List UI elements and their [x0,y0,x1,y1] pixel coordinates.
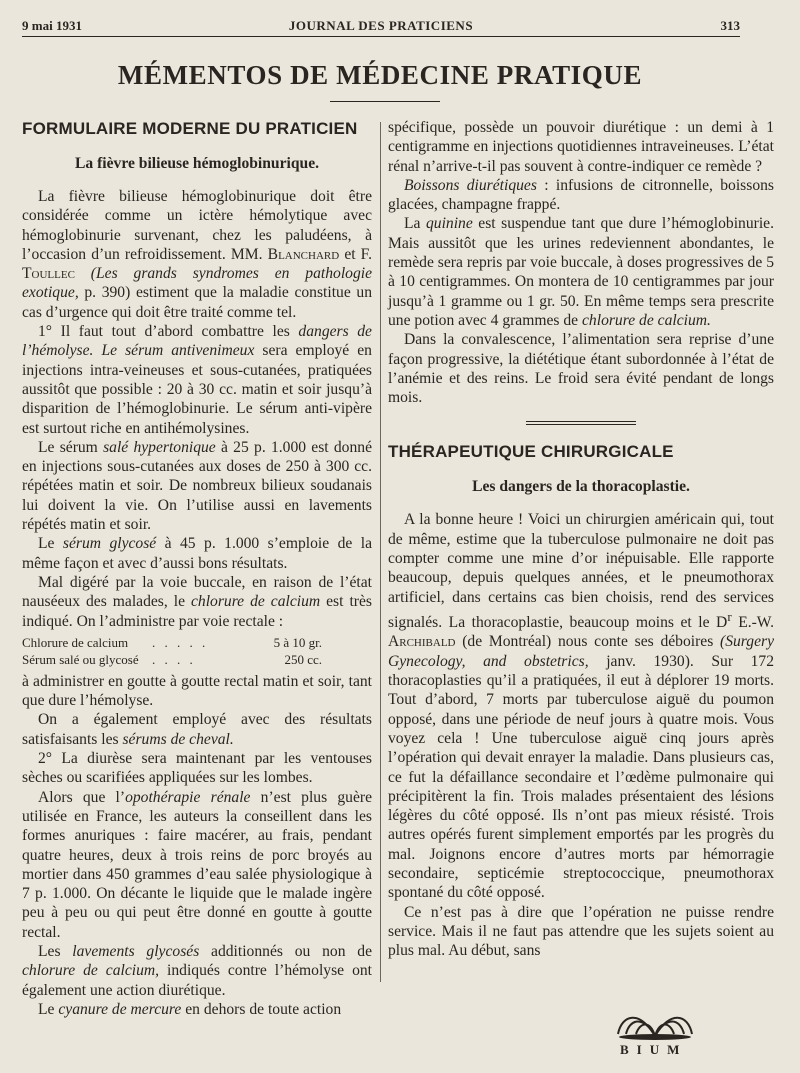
paragraph: A la bonne heure ! Voici un chirurgien américain qui, tout de même, estime que la tuberculose pulmonaire ne doit pas compter comme une mine d’or inépuisable. Elle rapporte beaucoup, depuis quelques années, et le pneumothorax artificiel, dans certains cas bien choisis, rend des services signalés. La thoracoplastie, beaucoup moins et le $D^r$ E.-W. Archibald (de Montréal) nous conte ses déboires (Surgery Gynecology, and obstetrics, janv. 1930). Sur 172 thoracoplasties qu’il a pratiquées, il eut à déplorer 19 morts. Tout d’abord, 7 morts par tuberculose aiguë du poumon opposé, dans une période de neuf jours à quatre mois. Vous voyez cela ! Une tuberculose aiguë cinq jours après l’opération qui devait enrayer la maladie. Dans plusieurs cas, ce fut la défaillance secondaire et l’œdème pulmonaire qui précipitèrent la fin. Trois malades présentaient des lésions légères du côté opposé. Ils n’ont pas mieux résisté. Trois autres opérés furent simplement emportés par les progrès du mal. Joignons encore d’autres morts par hémorragie secondaire, septicémie streptococcique, pneumothorax spontané du côté opposé. [388,511,774,902]
header-date: 9 mai 1931 [22,18,82,33]
paragraph: Les lavements glycosés additionnés ou non de chlorure de calcium, indiqués contre l’hémolyse ont également une action diurétique. [22,942,372,999]
page-number: 313 [720,18,740,33]
paragraph: Le sérum salé hypertonique à 25 p. 1.000 est donné en injections sous-cutanées aux doses de 250 à 300 cc. répétées matin et soir. De nombreux bilieux soudanais lui doivent la vie. On l’utilise aussi en lavements répétés matin et soir. [22,438,372,534]
paragraph: Alors que l’opothérapie rénale n’est plus guère utilisée en France, les auteurs la conseillent dans les formes anuriques : faire macérer, au frais, pendant quatre heures, deux à trois reins de porc broyés au mortier dans 450 grammes d’eau salée physiologique à 7 p. 1.000. On décante le liquide que le malade ingère peu à peu ou qui peut être donné en goutte à goutte rectal. [22,788,372,941]
author-name: E.-W. Archibald [388,614,774,651]
title-divider [330,101,440,102]
paragraph: à administrer en goutte à goutte rectal matin et soir, tant que dure l’hémolyse. [22,672,372,710]
journal-name: JOURNAL DES PRATICIENS [288,18,474,33]
paragraph: 2° La diurèse sera maintenant par les ventouses sèches ou scarifiées appliquées sur les lombes. [22,750,372,787]
page-title: MÉMENTOS DE MÉDECINE PRATIQUE [117,60,643,90]
prescription-row: Sérum salé ou glycosé . . . . 250 cc. [22,651,322,667]
left-column [22,118,373,1018]
paragraph: Dans la convalescence, l’alimentation sera reprise d’une façon progressive, la diététique étant subordonnée à l’état de l’anémie et des reins. Le froid sera évité pendant de longs mois. [388,331,774,407]
paragraph: spécifique, possède un pouvoir diurétique : un demi à 1 centigramme en injections quotidiennes intraveineuses. L’état rénal n’arrive-t-il pas souvent à contre-indiquer ce remède ? [388,119,774,175]
column-divider [380,122,381,982]
book-title: (Les grands syndromes en pathologie exotique, [22,265,372,302]
paragraph: On a également employé avec des résultats satisfaisants les sérums de cheval. [22,711,372,748]
paragraph: Mal digéré par la voie buccale, en raison de l’état nauséeux des malades, le chlorure de calcium est très indiqué. On l’administre par voie rectale : [22,573,372,630]
paragraph: Ce n’est pas à dire que l’opération ne puisse rendre service. Mais il ne faut pas attendre que les sujets soient au plus mal. Au début, sans [388,903,774,960]
section-title-therapeutique: THÉRAPEUTIQUE CHIRURGICALE [388,442,674,462]
prescription-row: Chlorure de calcium . . . . . 5 à 10 gr. [22,634,322,650]
paragraph: La quinine est suspendue tant que dure l’hémoglobinurie. Mais aussitôt que les urines redeviennent abondantes, le remède sera repris par voie buccale, à doses progressives de 5 à 10 centigrammes. On montera de 10 centigrammes par jour jusqu’à 1 gramme ou 1 gr. 50. En même temps sera prescrite une potion avec 4 grammes de chlorure de calcium. [388,215,774,329]
journal-citation: (Surgery Gynecology, and obstetrics, [388,633,774,670]
article-subtitle-fievre: La fièvre bilieuse hémoglobinurique. [74,155,320,172]
paragraph: Boissons diurétiques : infusions de citronnelle, boissons glacées, champagne frappé. [388,176,774,214]
paragraph: La fièvre bilieuse hémoglobinurique doit être considérée comme un ictère hémolytique avec hémoglobinurie survenant, chez les paludéens, à l’occasion d’un refroidissement. MM. Blanchard et F. Toullec (Les grands syndromes en pathologie exotique, p. 390) estiment que la maladie constitue un cas d’urgence qui doit être traité comme tel. [22,188,373,321]
paragraph: Le cyanure de mercure en dehors de toute action [38,1000,342,1018]
page-header [22,16,740,37]
logo-text: BIUM [620,1042,688,1057]
paragraph: 1° Il faut tout d’abord combattre les dangers de l’hémolyse. Le sérum antivenimeux sera employé en injections intra-veineuses et sous-cutanées, pratiquées aussitôt que possible : 20 à 30 cc. matin et soir jusqu’à disparition de l’hémoglobinurie. Le sérum anti-vipère est surtout riche en antihémolysines. [22,323,372,437]
author-name: Blanchard [267,245,340,263]
article-subtitle-thoracoplastie: Les dangers de la thoracoplastie. [472,478,690,496]
author-name: Toullec [22,265,75,283]
section-divider [526,421,636,425]
prescription-table [22,634,372,668]
paragraph: Le sérum glycosé à 45 p. 1.000 s’emploie de la même façon et avec d’aussi bons résultats. [22,535,372,572]
right-column [388,118,774,1013]
section-title-formulaire: FORMULAIRE MODERNE DU PRATICIEN [22,119,358,138]
